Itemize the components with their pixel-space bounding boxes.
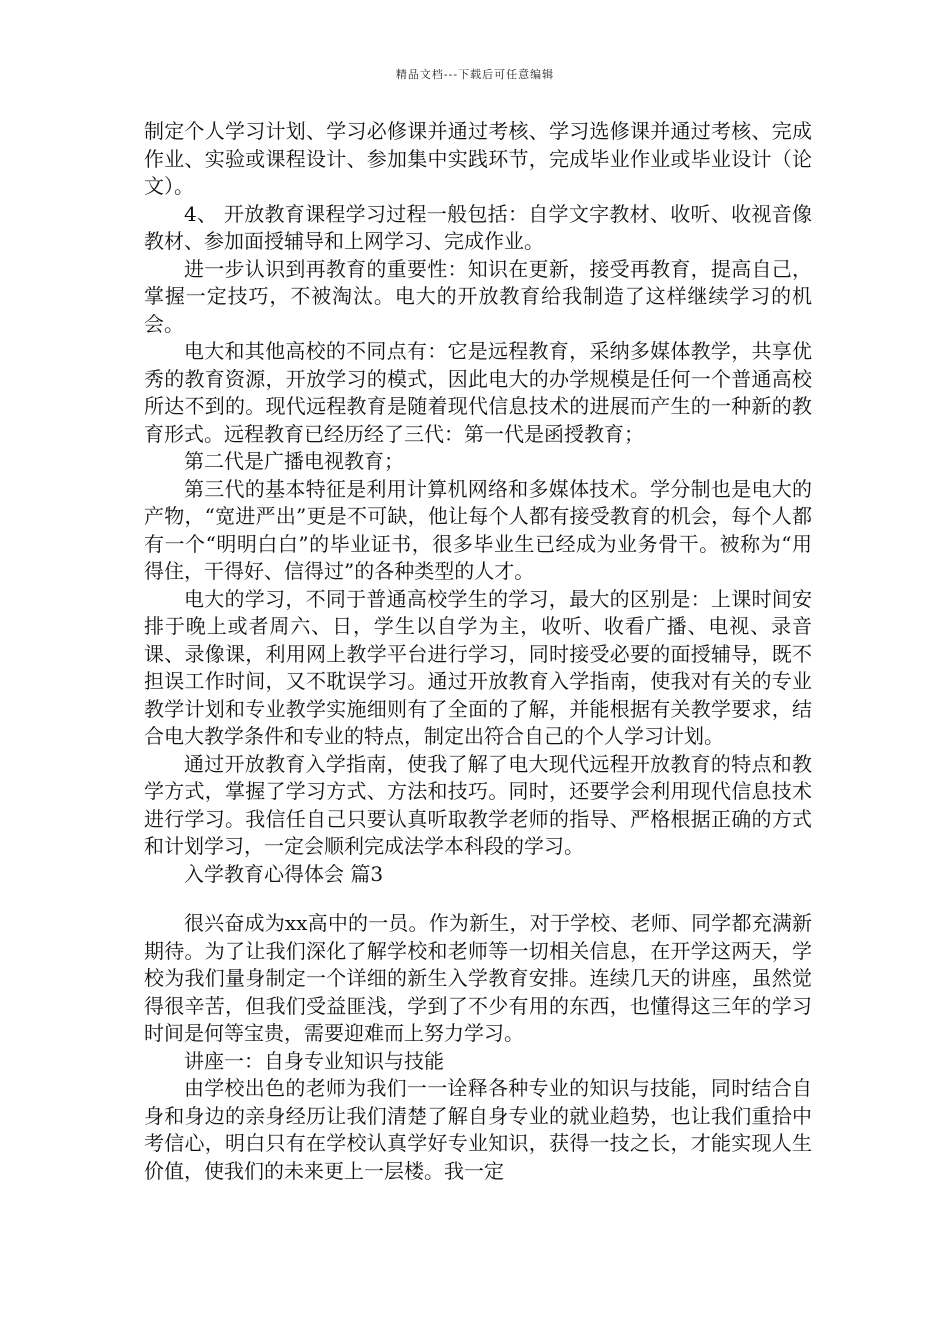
paragraph: 由学校出色的老师为我们一一诠释各种专业的知识与技能，同时结合自身和身边的亲身经历让我们清楚了解自身专业的就业趋势，也让我们重拾中考信心，明白只有在学校认真学好专业知识，获得一技之长，才能实现人生价值，使我们的未来更上一层楼。我一定 xyxy=(144,1076,812,1183)
paragraph: 进一步认识到再教育的重要性：知识在更新，接受再教育，提高自己，掌握一定技巧，不被淘汰。电大的开放教育给我制造了这样继续学习的机会。 xyxy=(144,256,812,336)
document-body xyxy=(144,118,812,1185)
paragraph: 第三代的基本特征是利用计算机网络和多媒体技术。学分制也是电大的产物，“宽进严出”更是不可缺，他让每个人都有接受教育的机会，每个人都有一个“明明白白”的毕业证书，很多毕业生已经成为业务骨干。被称为“用得住，干得好、信得过”的各种类型的人才。 xyxy=(144,476,812,583)
paragraph: 4、 开放教育课程学习过程一般包括：自学文字教材、收听、收视音像教材、参加面授辅导和上网学习、完成作业。 xyxy=(144,201,812,253)
paragraph: 第二代是广播电视教育； xyxy=(184,449,404,473)
paragraph: 很兴奋成为xx高中的一员。作为新生，对于学校、老师、同学都充满新期待。为了让我们深化了解学校和老师等一切相关信息，在开学这两天，学校为我们量身制定一个详细的新生入学教育安排。连续几天的讲座，虽然觉得很辛苦，但我们受益匪浅，学到了不少有用的东西，也懂得这三年的学习时间是何等宝贵，需要迎难而上努力学习。 xyxy=(144,911,812,1045)
paragraph: 通过开放教育入学指南，使我了解了电大现代远程开放教育的特点和教学方式，掌握了学习方式、方法和技巧。同时，还要学会利用现代信息技术进行学习。我信任自己只要认真听取教学老师的指导、严格根据正确的方式和计划学习，一定会顺利完成法学本科段的学习。 xyxy=(144,751,812,858)
blank-line xyxy=(144,888,812,910)
paragraph: 制定个人学习计划、学习必修课并通过考核、学习选修课并通过考核、完成作业、实验或课程设计、参加集中实践环节，完成毕业作业或毕业设计（论文）。 xyxy=(144,119,812,198)
paragraph: 电大和其他高校的不同点有：它是远程教育，采纳多媒体教学，共享优秀的教育资源，开放学习的模式，因此电大的办学规模是任何一个普通高校所达不到的。现代远程教育是随着现代信息技术的进展而产生的一种新的教育形式。远程教育已经历经了三代：第一代是函授教育； xyxy=(144,339,812,446)
page-header: 精品文档---下载后可任意编辑 xyxy=(395,68,555,81)
section-heading: 入学教育心得体会 篇3 xyxy=(184,861,384,886)
paragraph: 电大的学习，不同于普通高校学生的学习，最大的区别是：上课时间安排于晚上或者周六、日，学生以自学为主，收听、收看广播、电视、录音课、录像课，利用网上教学平台进行学习，同时接受必要的面授辅导，既不担误工作时间，又不耽误学习。通过开放教育入学指南，使我对有关的专业教学计划和专业教学实施细则有了全面的了解，并能根据有关教学要求，结合电大教学条件和专业的特点，制定出符合自己的个人学习计划。 xyxy=(144,586,812,748)
lecture-heading: 讲座一：自身专业知识与技能 xyxy=(184,1048,444,1073)
